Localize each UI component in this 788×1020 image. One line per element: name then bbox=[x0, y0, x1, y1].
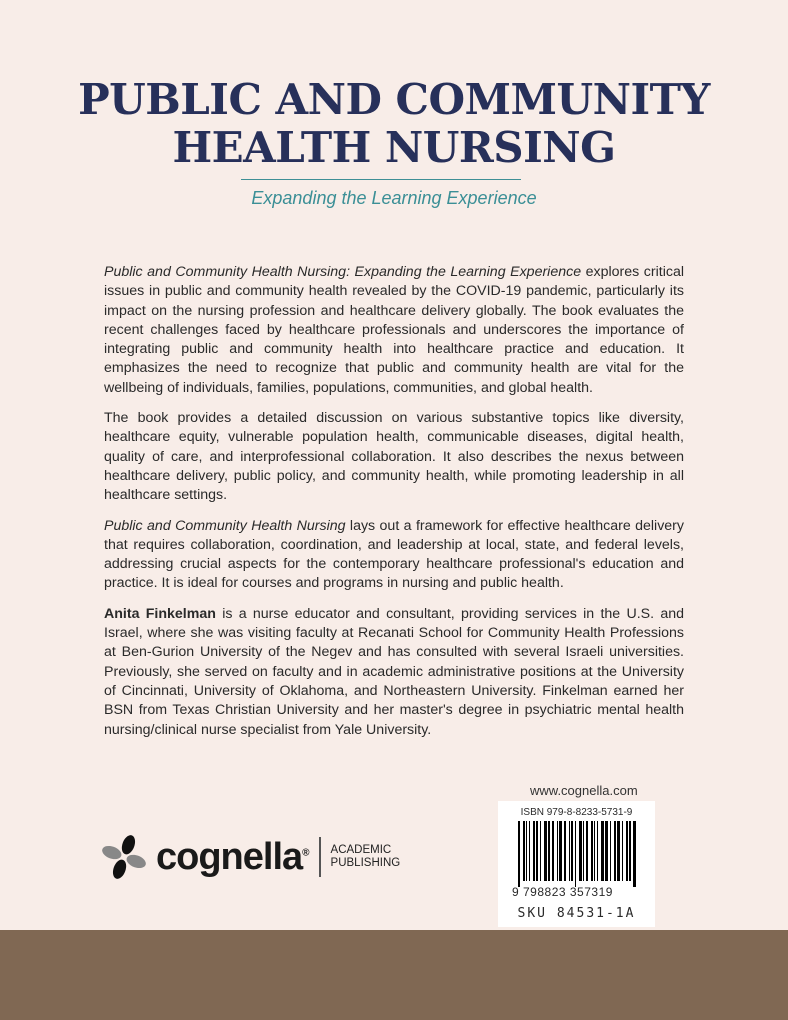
barcode-number: 9 798823 357319 bbox=[512, 885, 613, 899]
title-line-1: PUBLIC AND COMMUNITY bbox=[78, 75, 710, 124]
publisher-name: cognella® bbox=[156, 835, 309, 878]
paragraph-2: The book provides a detailed discussion on various substantive topics like diversity, healthcare equity, vulnerable population health, communicable diseases, digital health, quality of care, and interprofessional collaboration. It also describes the nexus between healthcare delivery, public policy, and community health, while promoting leadership in all healthcare settings. bbox=[104, 410, 684, 504]
author-name: Anita Finkelman bbox=[104, 605, 216, 622]
barcode bbox=[518, 821, 636, 887]
description bbox=[104, 263, 684, 751]
author-bio bbox=[104, 605, 684, 740]
paragraph-1 bbox=[104, 263, 684, 398]
bottom-band bbox=[0, 930, 788, 1020]
paragraph-text: explores critical issues in public and community health revealed by the COVID-19 pandemic, particularly its impact on the nursing profession and healthcare delivery globally. The book evaluates the recent challenges faced by healthcare professionals and underscores the importance of integrating public and community health into healthcare practice and education. It emphasizes the need to recognize that public and community health are vital for the wellbeing of individuals, families, populations, communities, and global health. bbox=[104, 264, 684, 396]
paragraph-text: is a nurse educator and consultant, providing services in the U.S. and Israel, where she was visiting faculty at Recanati School for Community Health Professions at Ben-Gurion University of the Negev and has consulted with several Israeli universities. Previously, she served on faculty and in academic administrative positions at the University of Cincinnati, University of Oklahoma, and Northeastern University. Finkelman earned her BSN from Texas Christian University and her master's degree in psychiatric mental health nursing/clinical nurse specialist from Yale University. bbox=[104, 605, 684, 738]
publisher-tagline: ACADEMIC PUBLISHING bbox=[330, 844, 401, 869]
cognella-flower-icon bbox=[100, 833, 148, 881]
subtitle: Expanding the Learning Experience bbox=[251, 188, 537, 208]
book-title-ref: Public and Community Health Nursing: Expanding the Learning Experience bbox=[104, 264, 582, 280]
title-line-2: HEALTH NURSING bbox=[172, 123, 616, 172]
publisher-logo bbox=[100, 833, 400, 881]
barcode-box bbox=[498, 801, 655, 927]
paragraph-3 bbox=[104, 517, 684, 594]
book-title bbox=[0, 76, 788, 172]
isbn: ISBN 979-8-8233-5731-9 bbox=[520, 807, 633, 818]
sku: SKU 84531-1A bbox=[517, 906, 636, 921]
logo-separator bbox=[319, 837, 321, 877]
title-divider bbox=[241, 179, 521, 180]
book-title-ref: Public and Community Health Nursing bbox=[104, 517, 346, 534]
paragraph-text: lays out a framework for effective healthcare delivery that requires collaboration, coordination, and leadership at local, state, and federal levels, addressing crucial aspects for the contemporary healthcare professional's education and practice. It is ideal for courses and programs in nursing and public health. bbox=[104, 517, 684, 592]
website: www.cognella.com bbox=[530, 783, 638, 798]
